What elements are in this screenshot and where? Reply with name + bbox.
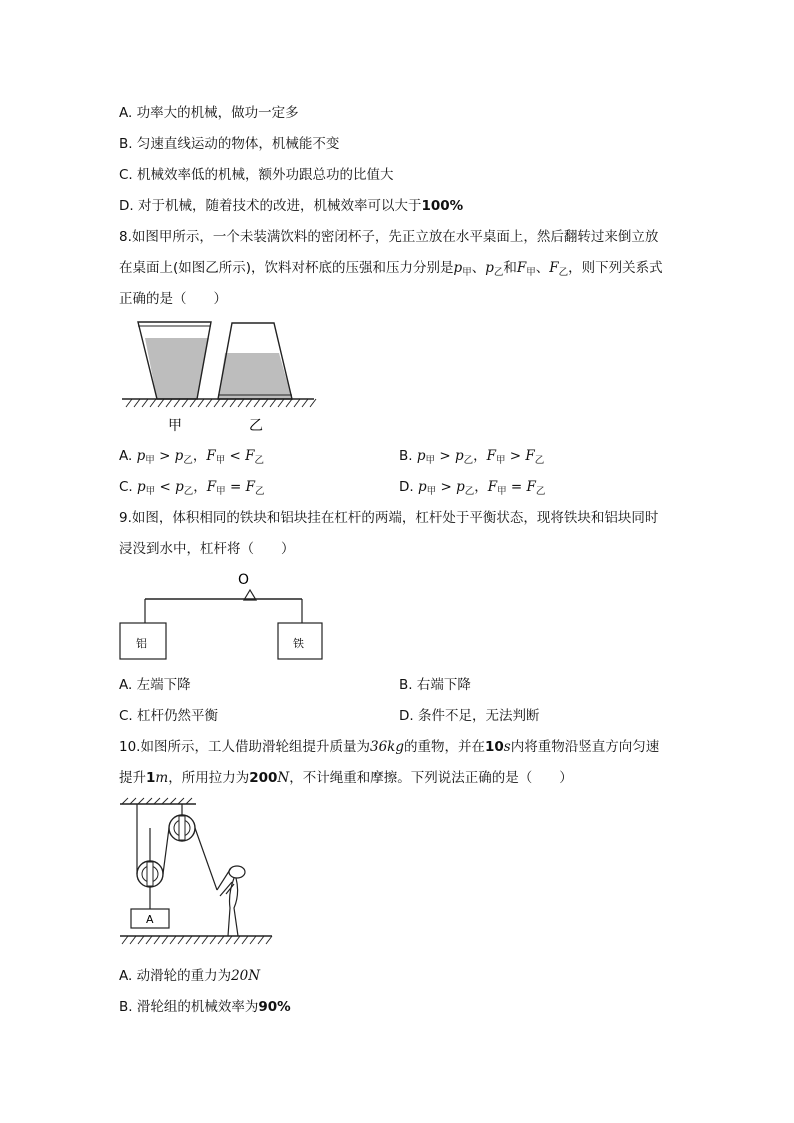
option-letter: A. bbox=[119, 105, 133, 121]
option-letter: B. bbox=[119, 136, 133, 152]
movable-pulley-axle bbox=[147, 862, 153, 886]
pivot-label: O bbox=[238, 572, 250, 588]
worker-body bbox=[220, 878, 238, 936]
q9-stem-line2: 浸没到水中，杠杆将（ ） bbox=[119, 541, 295, 557]
q9-option-d: D. 条件不足，无法判断 bbox=[399, 708, 540, 724]
option-value: 100% bbox=[421, 198, 464, 214]
q9-option-a: A. 左端下降 bbox=[119, 677, 191, 693]
aluminum-label: 铝 bbox=[136, 637, 147, 650]
q8-cups-figure bbox=[118, 318, 318, 436]
q10-option-b: B. 滑轮组的机械效率为90% bbox=[119, 999, 291, 1015]
option-text: 机械效率低的机械，额外功跟总功的比值大 bbox=[137, 167, 394, 183]
option-text: 功率大的机械，做功一定多 bbox=[136, 105, 299, 121]
iron-label: 铁 bbox=[293, 637, 304, 650]
q7-option-a bbox=[119, 104, 299, 122]
cup-yi-liquid bbox=[218, 353, 292, 399]
ground-hatching bbox=[122, 936, 272, 944]
q8-option-c: C. $p_甲 < p_乙$，$F_甲 = F_乙$ bbox=[119, 479, 265, 497]
fixed-pulley-axle bbox=[179, 816, 185, 840]
weight-label: A bbox=[146, 913, 154, 926]
worker-head bbox=[229, 866, 245, 878]
q8-stem-line3: 正确的是（ ） bbox=[119, 291, 227, 307]
q8-option-a: A. $p_甲 > p_乙$，$F_甲 < F_乙$ bbox=[119, 448, 265, 466]
ceiling-hatching bbox=[122, 798, 192, 804]
q8-option-b: B. $p_甲 > p_乙$，$F_甲 > F_乙$ bbox=[399, 448, 545, 466]
q10-stem-line2: 提升1m，所用拉力为200N，不计绳重和摩擦。下列说法正确的是（ ） bbox=[119, 770, 573, 786]
q8-stem-line2: 在桌面上(如图乙所示)，饮料对杯底的压强和压力分别是$p_甲$、$p_乙$和$F_甲$、$F_乙$，则下列关系式 bbox=[119, 260, 663, 278]
q9-option-b: B. 右端下降 bbox=[399, 677, 471, 693]
q9-option-c: C. 杠杆仍然平衡 bbox=[119, 708, 219, 724]
fig-label-yi: 乙 bbox=[249, 418, 263, 434]
option-text: 对于机械，随着技术的改进，机械效率可以大于 bbox=[137, 198, 422, 214]
q8-stem-line1: 8.如图甲所示，一个未装满饮料的密闭杯子，先正立放在水平桌面上，然后翻转过来倒立放 bbox=[119, 229, 659, 245]
table-hatching bbox=[126, 399, 316, 407]
q7-option-b bbox=[119, 135, 339, 153]
q10-pulley-figure bbox=[118, 798, 278, 950]
option-letter: C. bbox=[119, 167, 133, 183]
q7-option-c bbox=[119, 166, 394, 184]
q7-option-d bbox=[119, 197, 463, 215]
q10-option-a: A. 动滑轮的重力为20N bbox=[119, 968, 261, 984]
q10-stem-line1: 10.如图所示，工人借助滑轮组提升质量为36kg的重物，并在10s内将重物沿竖直方向匀速 bbox=[119, 739, 660, 755]
option-letter: D. bbox=[119, 198, 134, 214]
option-text: 匀速直线运动的物体，机械能不变 bbox=[136, 136, 340, 152]
q9-lever-figure bbox=[118, 568, 328, 664]
q8-option-d: D. $p_甲 > p_乙$，$F_甲 = F_乙$ bbox=[399, 479, 546, 497]
q9-stem-line1: 9.如图，体积相同的铁块和铝块挂在杠杆的两端，杠杆处于平衡状态，现将铁块和铝块同时 bbox=[119, 510, 659, 526]
fig-label-jia: 甲 bbox=[168, 418, 182, 434]
